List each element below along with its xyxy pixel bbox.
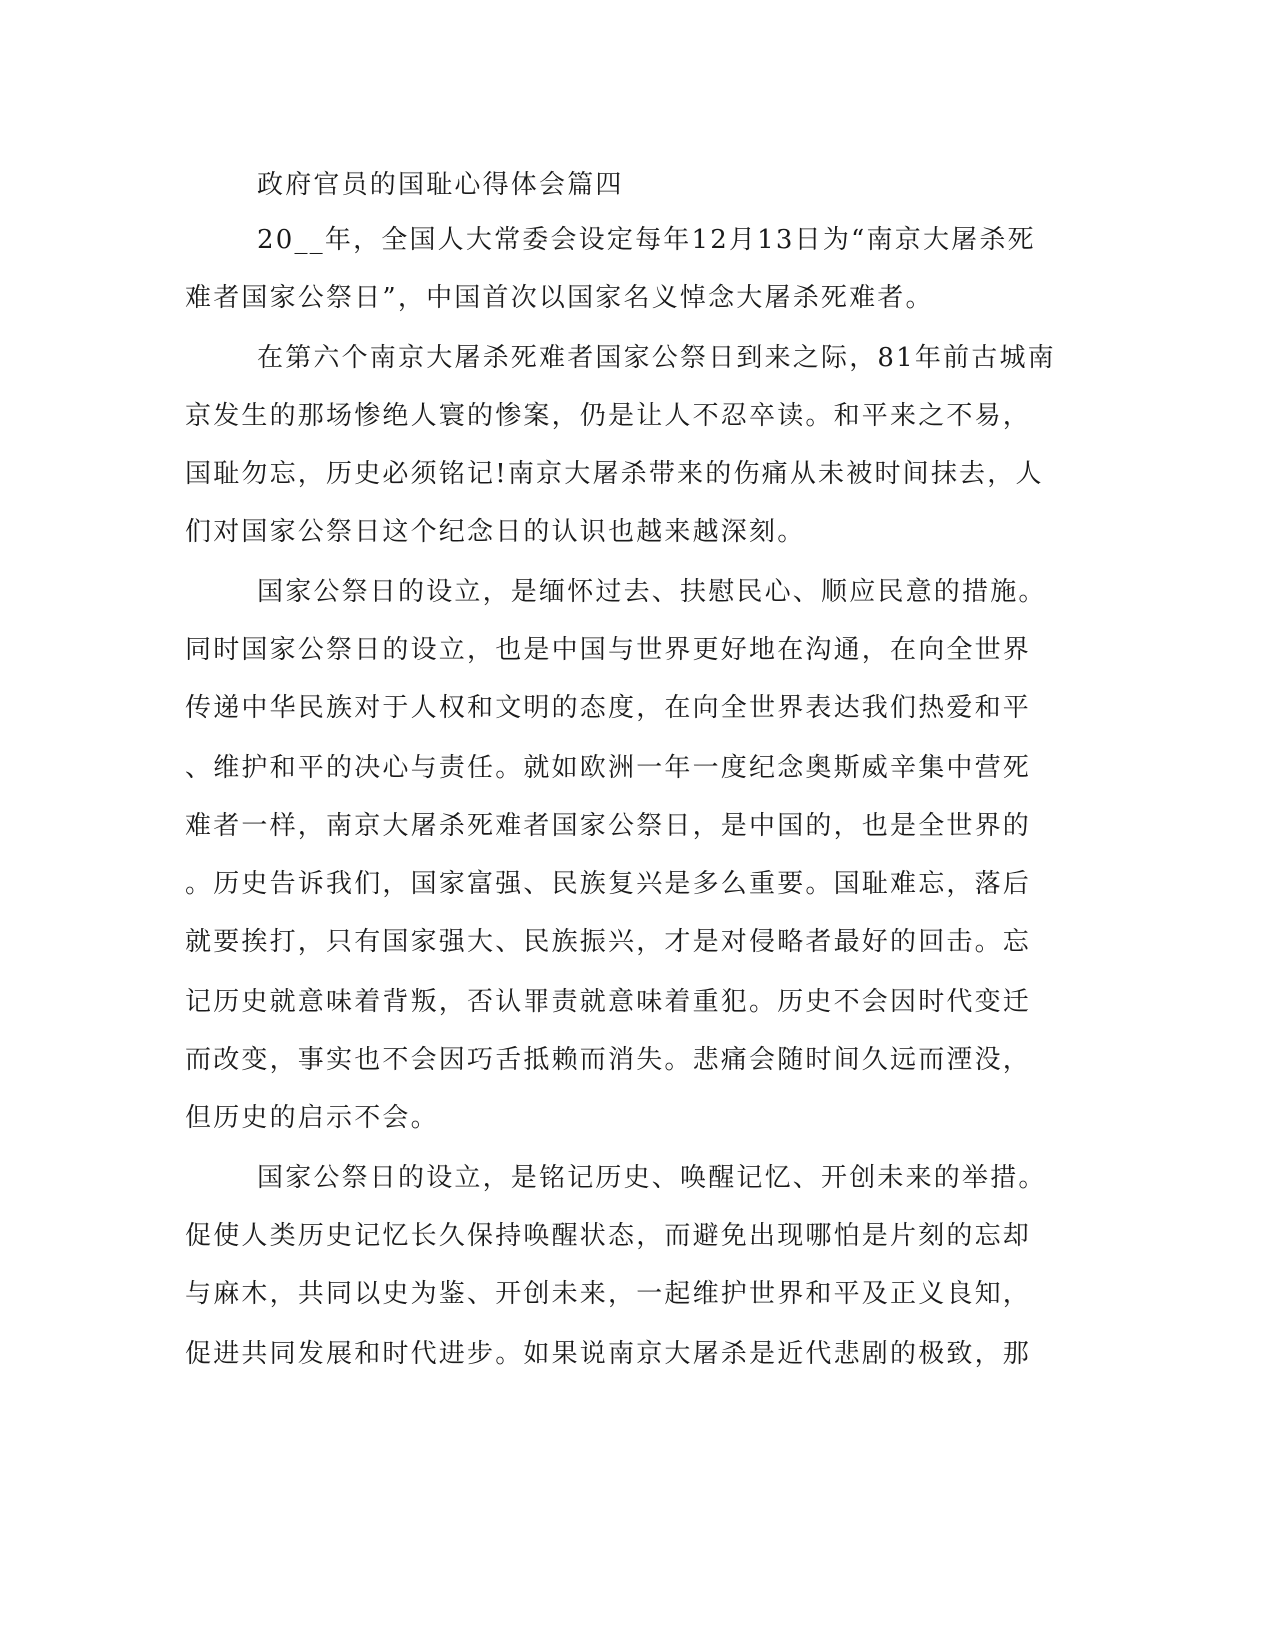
paragraph-3-line-4: 、维护和平的决心与责任。就如欧洲一年一度纪念奥斯威辛集中营死 [185, 753, 1032, 783]
paragraph-4-line-2: 促使人类历史记忆长久保持唤醒状态，而避免出现哪怕是片刻的忘却 [185, 1221, 1032, 1251]
paragraph-2-line-3: 国耻勿忘，历史必须铭记!南京大屠杀带来的伤痛从未被时间抹去，人 [185, 459, 1044, 489]
paragraph-3-line-6: 。历史告诉我们，国家富强、民族复兴是多么重要。国耻难忘，落后 [185, 869, 1032, 899]
paragraph-2-line-1: 在第六个南京大屠杀死难者国家公祭日到来之际，81年前古城南 [257, 343, 1056, 373]
paragraph-3-line-10: 但历史的启示不会。 [185, 1103, 439, 1133]
paragraph-1-line-1: 20__年，全国人大常委会设定每年12月13日为“南京大屠杀死 [257, 225, 1036, 255]
paragraph-4-line-3: 与麻木，共同以史为鉴、开创未来，一起维护世界和平及正义良知， [185, 1279, 1032, 1309]
paragraph-4-line-1: 国家公祭日的设立，是铭记历史、唤醒记忆、开创未来的举措。 [257, 1163, 1047, 1193]
paragraph-1-line-2: 难者国家公祭日”，中国首次以国家名义悼念大屠杀死难者。 [185, 283, 934, 313]
paragraph-3-line-8: 记历史就意味着背叛，否认罪责就意味着重犯。历史不会因时代变迁 [185, 987, 1032, 1017]
paragraph-3-line-3: 传递中华民族对于人权和文明的态度，在向全世界表达我们热爱和平 [185, 693, 1032, 723]
paragraph-3-line-2: 同时国家公祭日的设立，也是中国与世界更好地在沟通，在向全世界 [185, 635, 1032, 665]
paragraph-2-line-2: 京发生的那场惨绝人寰的惨案，仍是让人不忍卒读。和平来之不易， [185, 401, 1032, 431]
paragraph-3-line-9: 而改变，事实也不会因巧舌抵赖而消失。悲痛会随时间久远而湮没， [185, 1045, 1032, 1075]
paragraph-3-line-5: 难者一样，南京大屠杀死难者国家公祭日，是中国的，也是全世界的 [185, 811, 1032, 841]
paragraph-3-line-1: 国家公祭日的设立，是缅怀过去、扶慰民心、顺应民意的措施。 [257, 577, 1047, 607]
paragraph-3-line-7: 就要挨打，只有国家强大、民族振兴，才是对侵略者最好的回击。忘 [185, 927, 1032, 957]
paragraph-2-line-4: 们对国家公祭日这个纪念日的认识也越来越深刻。 [185, 517, 806, 547]
document-heading: 政府官员的国耻心得体会篇四 [257, 170, 624, 200]
paragraph-4-line-4: 促进共同发展和时代进步。如果说南京大屠杀是近代悲剧的极致，那 [185, 1339, 1032, 1369]
